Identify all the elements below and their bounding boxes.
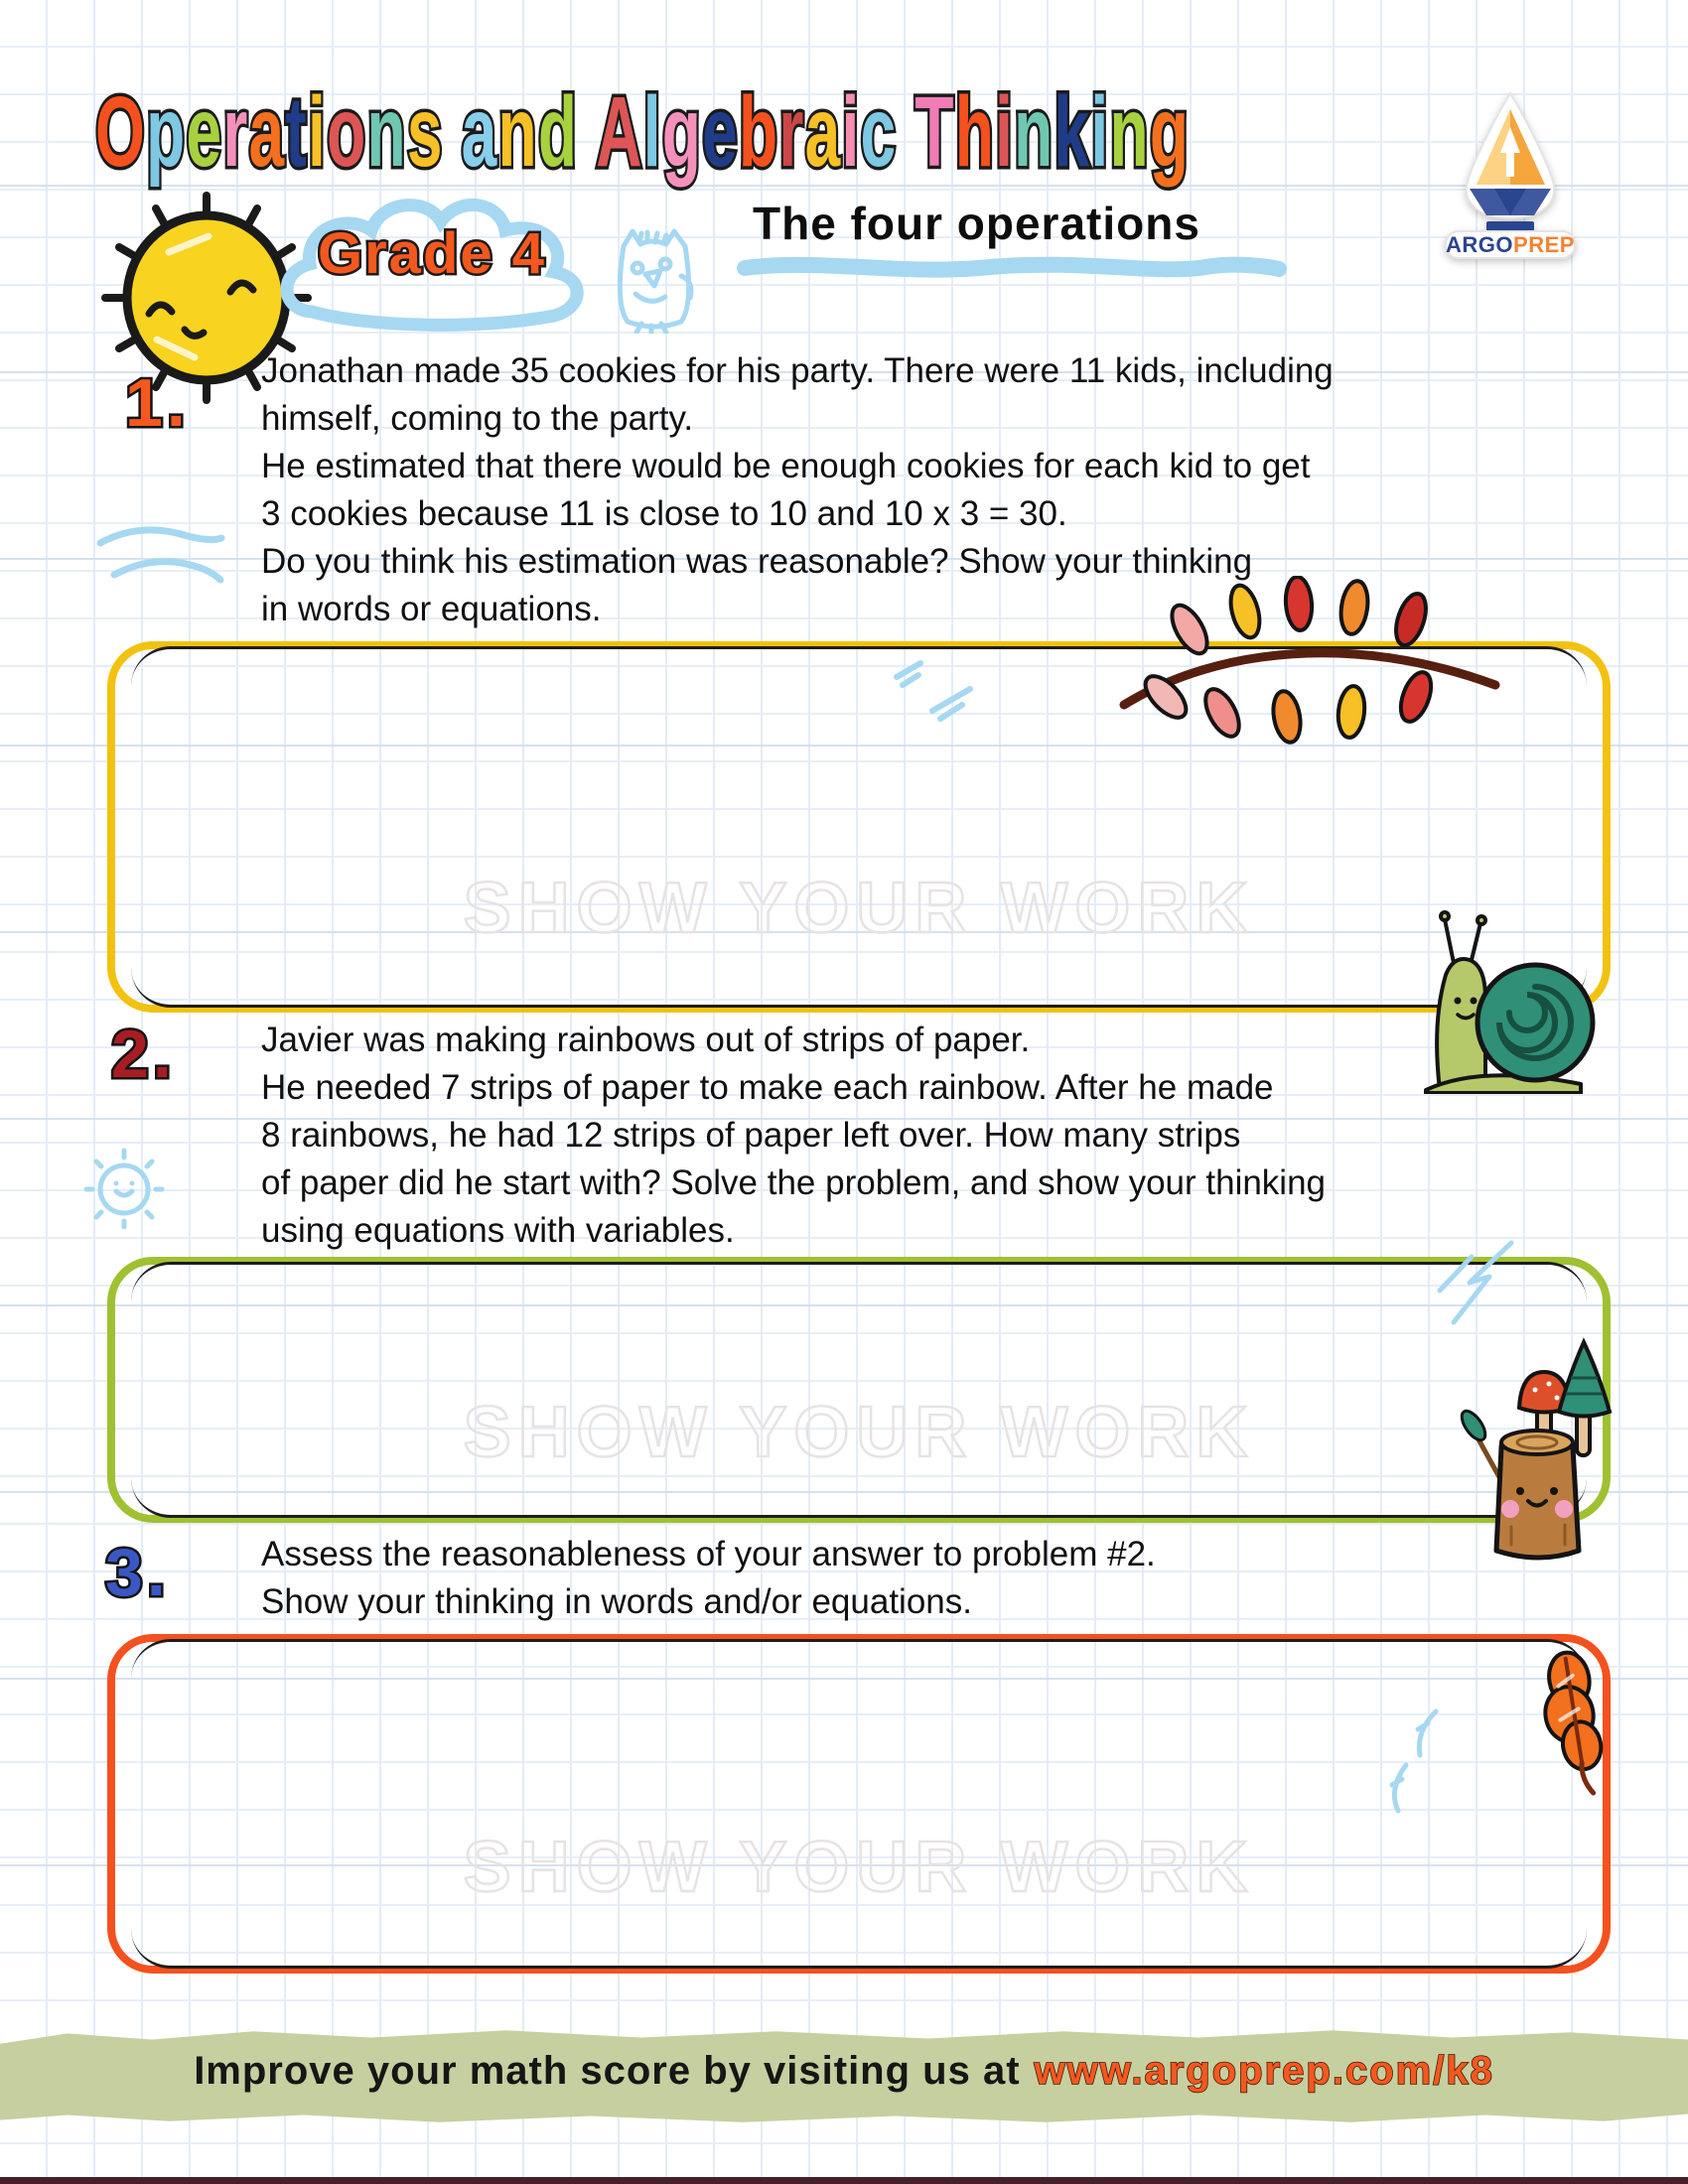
title-letter: g: [661, 76, 703, 188]
problem-text-line: Do you think his estimation was reasonable? Show your thinking: [261, 542, 1253, 581]
grade-cloud: [274, 177, 620, 365]
problem-text-line: He estimated that there would be enough cookies for each kid to get: [261, 447, 1311, 485]
problem-3-number: 3.: [105, 1535, 170, 1610]
argoprep-logo: [1440, 89, 1581, 260]
title-letter: n: [366, 76, 407, 188]
title-letter: h: [954, 76, 996, 188]
problem-1-number: 1.: [125, 365, 190, 441]
title-letter: a: [461, 76, 498, 188]
title-letter: i: [308, 76, 328, 188]
blue-dash-icon: [889, 657, 980, 723]
watermark-text: SHOW YOUR WORK: [463, 1828, 1255, 1907]
problem-text-line: 3 cookies because 11 is close to 10 and 10 x 3 = 30.: [261, 494, 1067, 533]
title-letter: i: [1090, 76, 1110, 188]
problem-text-line: in words or equations.: [261, 590, 602, 628]
snail-icon: [1402, 903, 1597, 1094]
problem-text-line: Show your thinking in words and/or equations.: [261, 1582, 972, 1621]
blue-mark-icon: [1374, 1704, 1466, 1821]
problem-text-line: himself, coming to the party.: [261, 399, 694, 438]
title-letter: a: [248, 76, 286, 188]
title-letter: T: [914, 76, 955, 188]
title-letter: a: [804, 76, 842, 188]
problem-text-line: using equations with variables.: [261, 1211, 735, 1250]
oak-leaf-icon: [1525, 1644, 1626, 1801]
autumn-leaves-icon: [1118, 576, 1503, 747]
title-letter: r: [778, 76, 805, 188]
title-letter: l: [642, 76, 662, 188]
title-letter: e: [702, 76, 740, 188]
title-letter: O: [95, 76, 147, 188]
title-letter: k: [1054, 76, 1091, 188]
watermark-text: SHOW YOUR WORK: [463, 869, 1255, 948]
svg-text:ARGOPREP: ARGOPREP: [1446, 232, 1575, 257]
title-letter: t: [285, 76, 308, 188]
blue-sun-doodle-icon: [83, 1148, 165, 1229]
answer-box-2-inner-line: [131, 1262, 1587, 1518]
footer-text: [0, 2049, 1688, 2094]
owl-icon: [608, 214, 701, 334]
problem-text-line: Assess the reasonableness of your answer to problem #2.: [261, 1535, 1156, 1573]
title-letter: i: [995, 76, 1015, 188]
title-letter: r: [222, 76, 249, 188]
stump-mushrooms-icon: [1450, 1316, 1626, 1569]
title-letter: d: [537, 76, 579, 188]
footer-message: Improve your math score by visiting us at: [194, 2049, 1021, 2093]
problem-text-line: of paper did he start with? Solve the problem, and show your thinking: [261, 1163, 1327, 1202]
title-letter: p: [146, 76, 187, 188]
footer-link[interactable]: www.argoprep.com/k8: [1034, 2049, 1494, 2093]
section-subtitle: The four operations: [753, 198, 1200, 249]
page-title: [95, 77, 1190, 187]
title-letter: i: [841, 76, 861, 188]
title-letter: c: [860, 76, 898, 188]
title-letter: A: [596, 76, 643, 188]
blue-scribble-icon: [1408, 1237, 1529, 1328]
grade-label: Grade 4: [318, 221, 546, 286]
watermark-text: SHOW YOUR WORK: [463, 1393, 1255, 1472]
title-letter: b: [739, 76, 779, 188]
title-letter: n: [497, 76, 538, 188]
blue-squiggle-icon: [94, 519, 228, 597]
title-letter: n: [1109, 76, 1150, 188]
title-letter: n: [1014, 76, 1055, 188]
problem-2-text: [261, 1017, 1326, 1255]
problem-text-line: Javier was making rainbows out of strips of paper.: [261, 1021, 1031, 1059]
title-letter: g: [1149, 76, 1191, 188]
title-letter: e: [186, 76, 223, 188]
page-bottom-edge: [0, 2177, 1688, 2184]
problem-3-text: [261, 1531, 1156, 1626]
title-letter: s: [406, 76, 444, 188]
subtitle-underline: [737, 254, 1287, 282]
problem-text-line: Jonathan made 35 cookies for his party. There were 11 kids, including: [261, 351, 1334, 390]
problem-text-line: 8 rainbows, he had 12 strips of paper left over. How many strips: [261, 1116, 1241, 1155]
answer-box-3-inner-line: [131, 1639, 1587, 1969]
hull-base: [1486, 221, 1534, 231]
problem-2-number: 2.: [111, 1017, 176, 1092]
problem-text-line: He needed 7 strips of paper to make each rainbow. After he made: [261, 1068, 1274, 1107]
answer-box-2[interactable]: [107, 1257, 1611, 1523]
title-letter: o: [327, 76, 367, 188]
